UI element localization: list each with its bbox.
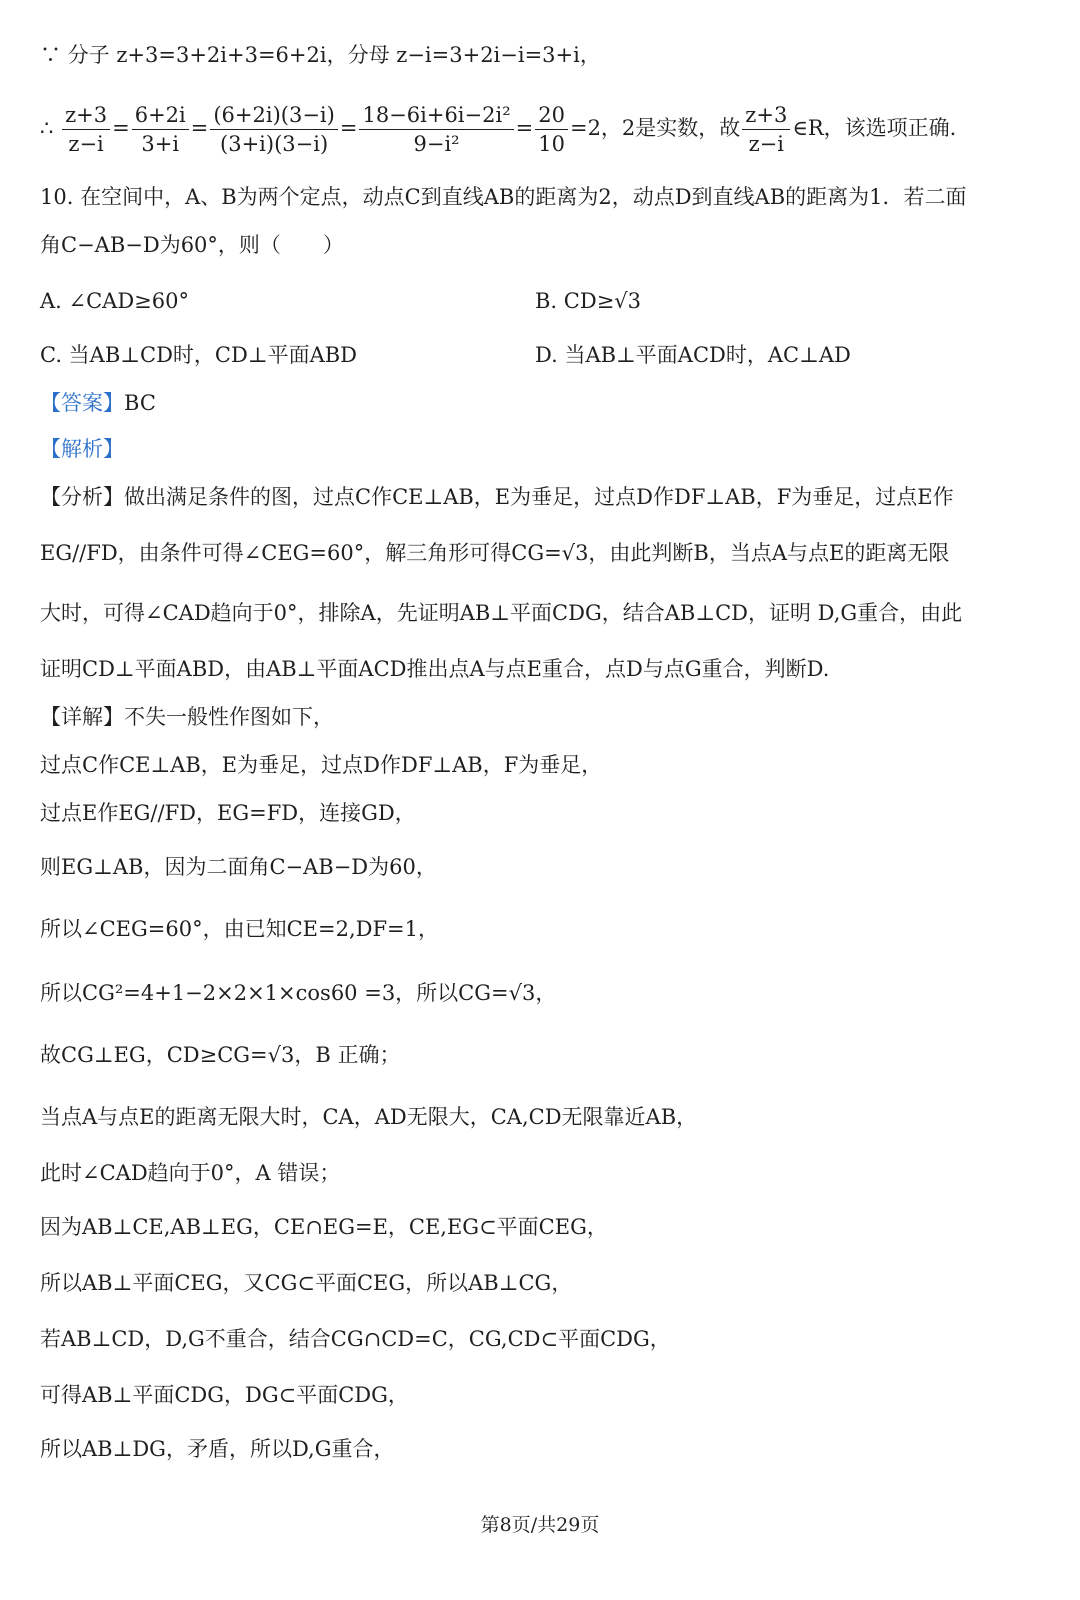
detail-line: 所以∠CEG=60°，由已知CE=2,DF=1， xyxy=(40,917,439,941)
detail-line: 故CG⊥EG，CD≥CG=√3，B 正确； xyxy=(40,1043,401,1067)
fraction: $\frac{6+2i}{3+i}$ xyxy=(132,101,189,158)
answer-tag: 【答案】 xyxy=(40,391,124,415)
detail-line: 当点A与点E的距离无限大时，CA，AD无限大，CA,CD无限靠近AB， xyxy=(40,1105,698,1129)
fraction: $\frac{(6+2i)(3-i)}{(3+i)(3-i)}$ xyxy=(210,101,337,158)
analysis-line: EG//FD，由条件可得∠CEG=60°，解三角形可得CG=√3，由此判断B，当点A与点E的距离无限 xyxy=(40,541,950,565)
detail-line: 则EG⊥AB，因为二面角C−AB−D为60， xyxy=(40,855,437,879)
analysis-tag: 【解析】 xyxy=(40,437,124,461)
detail-line: 过点C作CE⊥AB，E为垂足，过点D作DF⊥AB，F为垂足， xyxy=(40,753,603,777)
analysis-line: 【分析】做出满足条件的图，过点C作CE⊥AB，E为垂足，过点D作DF⊥AB，F为垂足，过点E作 xyxy=(40,485,954,509)
option-c: C. 当AB⊥CD时，CD⊥平面ABD xyxy=(40,343,358,367)
option-b: B. CD≥√3 xyxy=(535,289,642,313)
answer-value: BC xyxy=(124,391,156,415)
detail-line: 所以AB⊥平面CEG，又CG⊂平面CEG，所以AB⊥CG， xyxy=(40,1271,573,1295)
analysis-line: 大时，可得∠CAD趋向于0°，排除A，先证明AB⊥平面CDG，结合AB⊥CD，证明 D,G重合，由此 xyxy=(40,601,963,625)
text-line-fraction: ∴ $\frac{z+3}{z-i}$ = $\frac{6+2i}{3+i}$ = $\frac{(6+2i)(3-i)}{(3+i)(3-i)}$ = $\frac{\text{18−6i+6i−2i²}}{\text{9−i²}}$ = $\frac{20}{10}$ =2，2是实数，故 $\frac{z+3}{z-i}$ ∈R，该选项正确. xyxy=(40,103,957,156)
detail-line: 因为AB⊥CE,AB⊥EG，CE∩EG=E，CE,EG⊂平面CEG， xyxy=(40,1215,608,1239)
fraction: $\frac{z+3}{z-i}$ xyxy=(62,101,110,158)
answer-line xyxy=(40,388,1040,418)
option-d: D. 当AB⊥平面ACD时，AC⊥AD xyxy=(535,343,851,367)
detail-line: 若AB⊥CD，D,G不重合，结合CG∩CD=C，CG,CD⊂平面CDG， xyxy=(40,1327,671,1351)
detail-line: 可得AB⊥平面CDG，DG⊂平面CDG， xyxy=(40,1383,409,1407)
fraction: $\frac{z+3}{z-i}$ xyxy=(742,101,790,158)
page-footer: 第8页/共29页 xyxy=(480,1514,600,1536)
detail-line: 所以CG²=4+1−2×2×1×cos60 =3，所以CG=√3， xyxy=(40,981,557,1005)
detail-line: 此时∠CAD趋向于0°，A 错误； xyxy=(40,1161,341,1185)
detail-line: 过点E作EG//FD，EG=FD，连接GD， xyxy=(40,801,416,825)
therefore-symbol: ∴ xyxy=(40,116,54,140)
detail-line: 所以AB⊥DG，矛盾，所以D,G重合， xyxy=(40,1437,395,1461)
option-a: A. ∠CAD≥60° xyxy=(40,289,189,313)
analysis-line: 证明CD⊥平面ABD，由AB⊥平面ACD推出点A与点E重合，点D与点G重合，判断D. xyxy=(40,657,830,681)
fraction: $\frac{20}{10}$ xyxy=(535,101,568,158)
fraction: $\frac{\text{18−6i+6i−2i²}}{\text{9−i²}}$ xyxy=(359,101,513,158)
question-10-stem: 10. 在空间中，A、B为两个定点，动点C到直线AB的距离为2，动点D到直线AB的距离为1．若二面 xyxy=(40,185,967,209)
detail-line: 【详解】不失一般性作图如下， xyxy=(40,705,334,729)
text-line: ∵ 分子 z+3=3+2i+3=6+2i，分母 z−i=3+2i−i=3+i， xyxy=(40,43,601,67)
question-10-stem-cont: 角C−AB−D为60°，则（ ） xyxy=(40,233,344,257)
